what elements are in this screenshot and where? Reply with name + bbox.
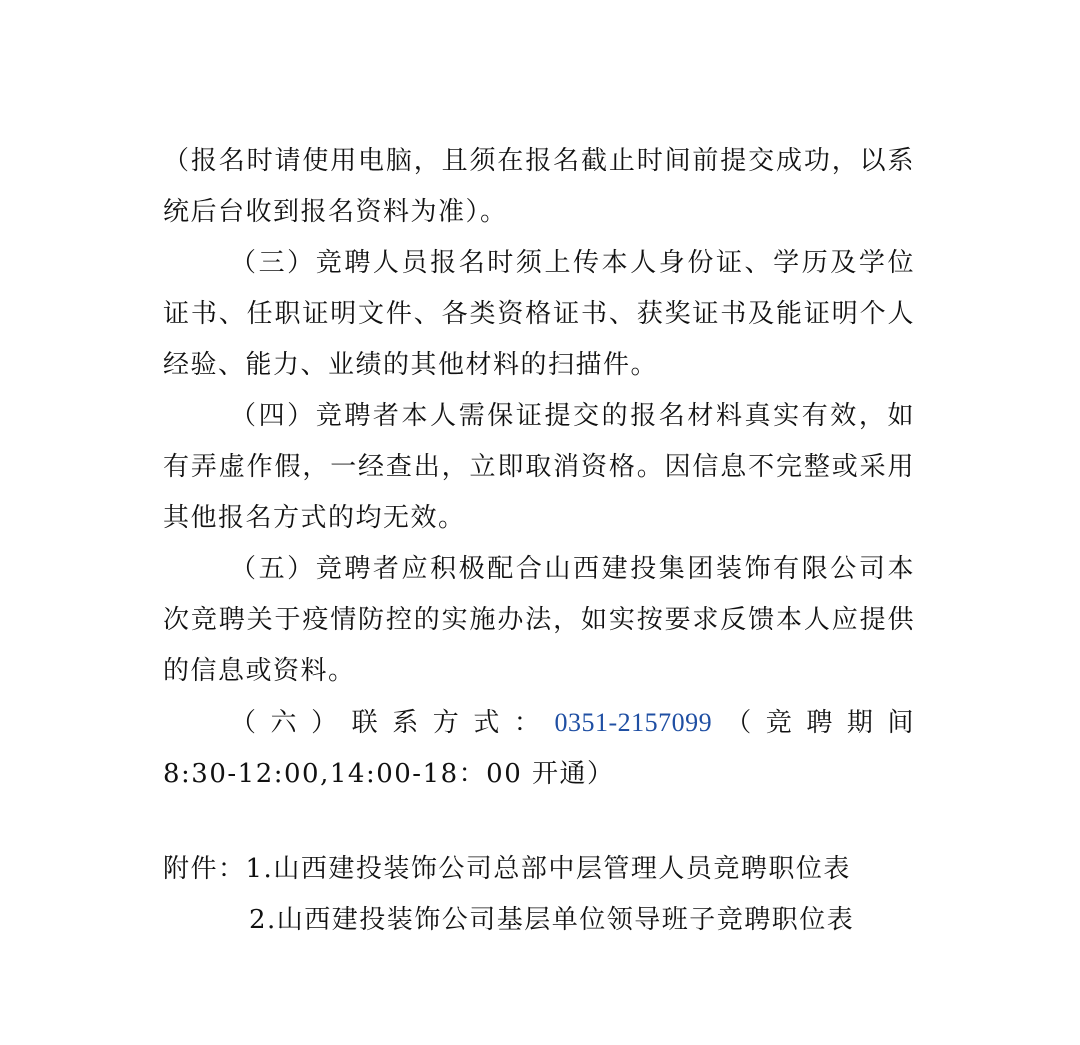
attachments-label: 附件： xyxy=(163,854,246,884)
attachment-item-1-text: 1.山西建投装饰公司总部中层管理人员竞聘职位表 xyxy=(245,854,851,884)
attachments-section xyxy=(163,844,915,946)
contact-label: （六）联系方式： xyxy=(230,708,555,738)
paragraph-three-uploads: （三）竞聘人员报名时须上传本人身份证、学历及学位证书、任职证明文件、各类资格证书、获奖证书及能证明个人经验、能力、业绩的其他材料的扫描件。 xyxy=(163,248,915,380)
contact-period: （竞聘期间 xyxy=(712,708,915,738)
paragraph-five-epidemic: （五）竞聘者应积极配合山西建投集团装饰有限公司本次竞聘关于疫情防控的实施办法，如实按要求反馈本人应提供的信息或资料。 xyxy=(163,554,915,686)
paragraph-registration-note: （报名时请使用电脑，且须在报名截止时间前提交成功，以系统后台收到报名资料为准）。 xyxy=(163,146,915,227)
paragraph-six-contact xyxy=(163,697,915,800)
document-body xyxy=(163,136,915,946)
contact-phone-link[interactable]: 0351-2157099 xyxy=(554,708,713,737)
attachment-item-1 xyxy=(163,844,915,895)
paragraph-four-authenticity: （四）竞聘者本人需保证提交的报名材料真实有效，如有弄虚作假，一经查出，立即取消资格。因信息不完整或采用其他报名方式的均无效。 xyxy=(163,401,915,533)
contact-hours: 8:30-12:00,14:00-18：00 开通） xyxy=(163,759,615,789)
attachment-item-2: 2.山西建投装饰公司基层单位领导班子竞聘职位表 xyxy=(249,905,855,935)
contact-line xyxy=(163,697,915,749)
